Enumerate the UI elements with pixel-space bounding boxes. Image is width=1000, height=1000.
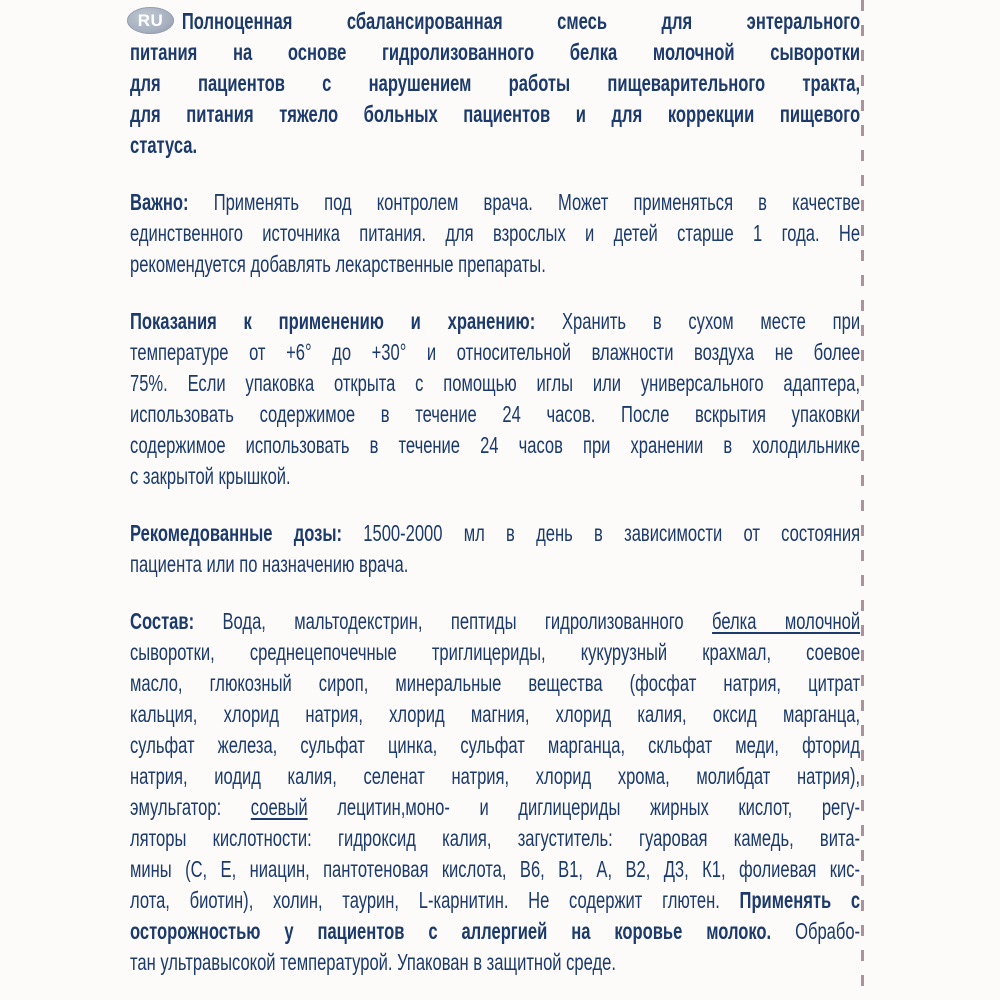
label-text [130, 6, 860, 978]
paragraph-important [130, 187, 860, 280]
text-line: единственного источника питания. для взрослых и детей старше 1 года. Не [130, 220, 861, 246]
text-line: тан ультравысокой температурой. Упакован в защитной среде. [130, 949, 616, 975]
text-line: Показания к применению и хранению: Хранить в сухом месте при [130, 308, 861, 334]
text-line: эмульгатор: соевый лецитин,моно- и диглицериды жирных кислот, регу- [130, 794, 861, 820]
text-line: пациента или по назначению врача. [130, 551, 409, 577]
text-line: сыворотки, среднецепочечные триглицериды, кукурузный крахмал, соевое [130, 639, 861, 665]
text-line: Важно: Применять под контролем врача. Может применяться в качестве [130, 189, 861, 215]
text-line: для пациентов с нарушением работы пищеварительного тракта, [130, 70, 861, 96]
text-line: использовать содержимое в течение 24 часов. После вскрытия упаковки [130, 401, 861, 427]
paragraph-dosage [130, 518, 860, 580]
text-line: температуре от +6° до +30° и относительной влажности воздуха не более [130, 339, 861, 365]
ru-language-badge: RU [127, 7, 174, 34]
text-line: сульфат железа, сульфат цинка, сульфат марганца, скльфат меди, фторид [130, 732, 861, 758]
text-line: рекомендуется добавлять лекарственные препараты. [130, 251, 546, 277]
text-line: мины (С, Е, ниацин, пантотеновая кислота, В6, В1, А, В2, Д3, К1, фолиевая кис- [130, 856, 861, 882]
text-line: содержимое использовать в течение 24 часов при хранении в холодильнике [130, 432, 861, 458]
text-line: ляторы кислотности: гидроксид калия, загуститель: гуаровая камедь, вита- [130, 825, 861, 851]
text-line: натрия, иодид калия, селенат натрия, хлорид хрома, молибдат натрия), [130, 763, 861, 789]
text-line: масло, глюкозный сироп, минеральные вещества (фосфат натрия, цитрат [130, 670, 861, 696]
paragraph-storage [130, 306, 860, 492]
text-line: статуса. [130, 132, 198, 158]
cut-line [861, 0, 864, 1000]
text-line: для питания тяжело больных пациентов и для коррекции пищевого [130, 101, 861, 127]
text-line: лота, биотин), холин, таурин, L-карнитин. Не содержит глютен. Применять с [130, 887, 861, 913]
text-line: кальция, хлорид натрия, хлорид магния, хлорид калия, оксид марганца, [130, 701, 861, 727]
paragraph-composition [130, 606, 860, 978]
text-line: с закрытой крышкой. [130, 463, 291, 489]
text-line: Полноценная сбалансированная смесь для энтерального [181, 8, 861, 34]
text-line: 75%. Если упаковка открыта с помощью иглы или универсального адаптера, [130, 370, 861, 396]
text-line: Состав: Вода, мальтодекстрин, пептиды гидролизованного белка молочной [130, 608, 861, 634]
text-line: Рекомедованные дозы: 1500-2000 мл в день в зависимости от состояния [130, 520, 861, 546]
paragraph-description [130, 6, 860, 161]
text-line: питания на основе гидролизованного белка молочной сыворотки [130, 39, 861, 65]
text-line: осторожностью у пациентов с аллергией на коровье молоко. Обрабо- [130, 918, 861, 944]
